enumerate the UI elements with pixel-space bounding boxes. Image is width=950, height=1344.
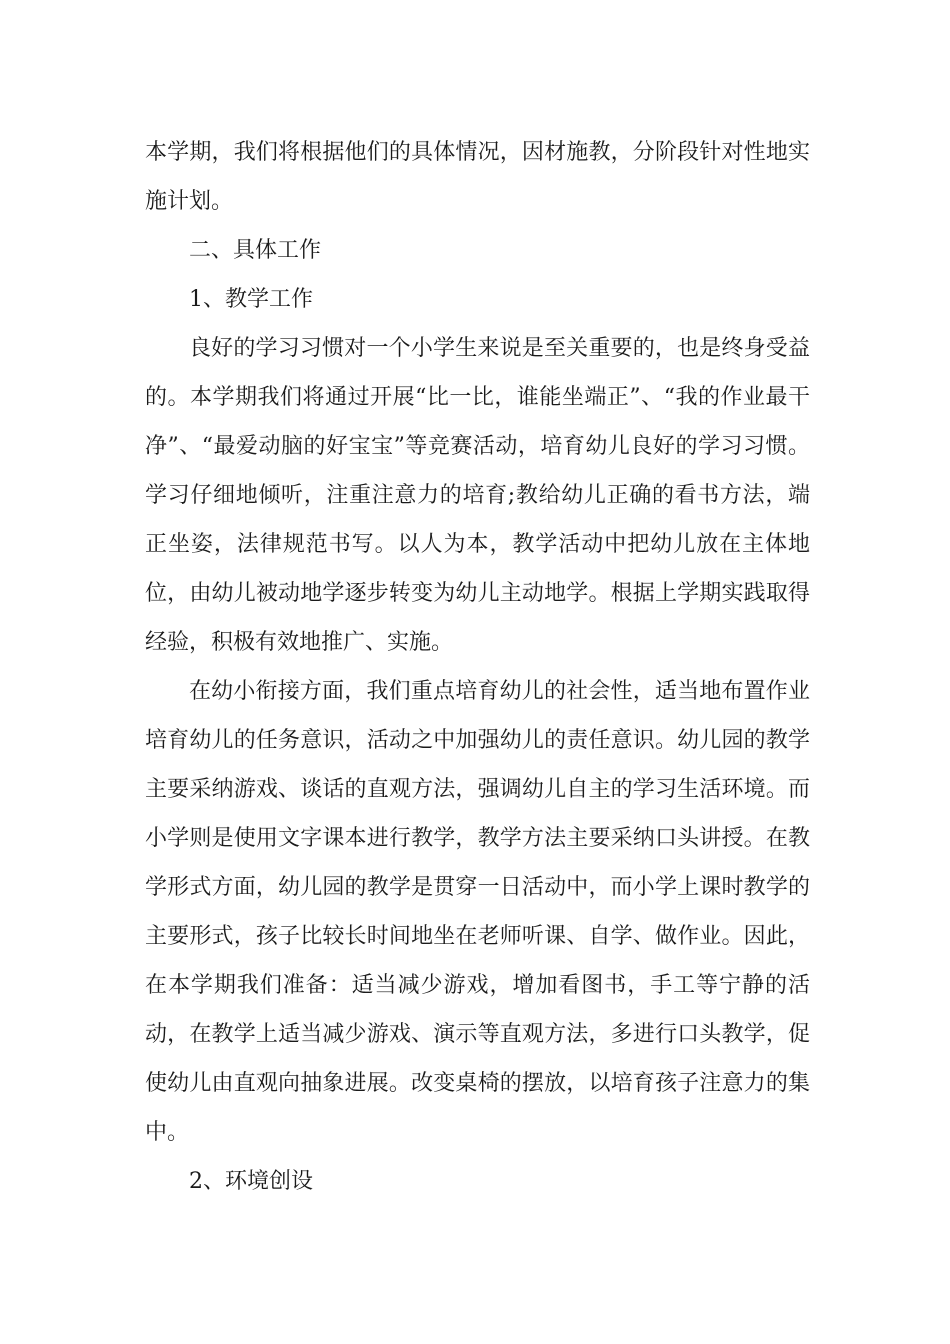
paragraph-study-habits: 良好的学习习惯对一个小学生来说是至关重要的，也是终身受益的。本学期我们将通过开展“比一比，谁能坐端正”、“我的作业最干净”、“最爱动脑的好宝宝”等竞赛活动，培育幼儿良好的学习习惯。学习仔细地倾听，注重注意力的培育;教给幼儿正确的看书方法，端正坐姿，法律规范书写。以人为本，教学活动中把幼儿放在主体地位，由幼儿被动地学逐步转变为幼儿主动地学。根据上学期实践取得经验，积极有效地推广、实施。: [145, 336, 810, 655]
paragraph-plan-intro: 本学期，我们将根据他们的具体情况，因材施教，分阶段针对性地实施计划。: [145, 140, 810, 214]
paragraph-kindergarten-transition: 在幼小衔接方面，我们重点培育幼儿的社会性，适当地布置作业培育幼儿的任务意识，活动之中加强幼儿的责任意识。幼儿园的教学主要采纳游戏、谈话的直观方法，强调幼儿自主的学习生活环境。而小学则是使用文字课本进行教学，教学方法主要采纳口头讲授。在教学形式方面，幼儿园的教学是贯穿一日活动中，而小学上课时教学的主要形式，孩子比较长时间地坐在老师听课、自学、做作业。因此，在本学期我们准备：适当减少游戏，增加看图书，手工等宁静的活动，在教学上适当减少游戏、演示等直观方法，多进行口头教学，促使幼儿由直观向抽象进展。改变桌椅的摆放，以培育孩子注意力的集中。: [145, 679, 810, 1145]
document-body: [145, 128, 810, 1206]
section-heading-specific-work: 二、具体工作: [189, 238, 322, 263]
subsection-heading-teaching-work: 1、教学工作: [189, 287, 313, 312]
subsection-heading-environment: 2、环境创设: [189, 1169, 313, 1194]
